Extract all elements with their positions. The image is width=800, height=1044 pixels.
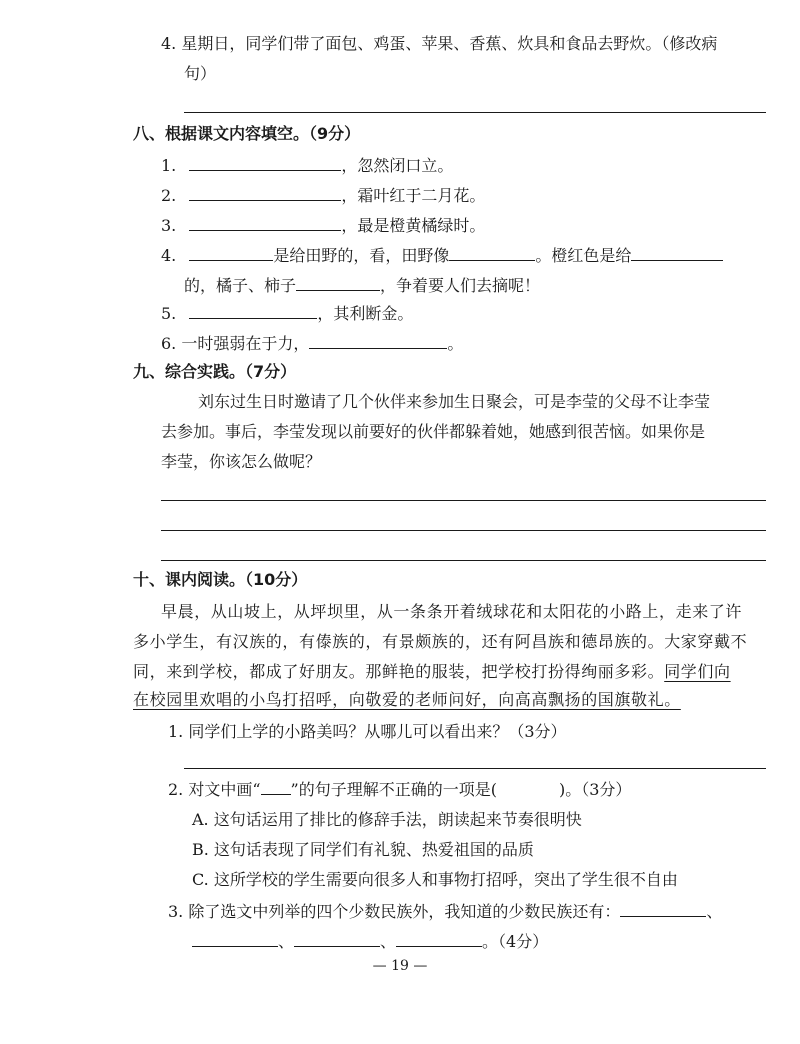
- section-title-9: 九、综合实践。（7分）: [133, 362, 297, 381]
- question-text: ，忽然闭口立。: [341, 156, 454, 175]
- reading-passage-line: 多小学生，有汉族的，有傣族的，有景颇族的，还有阿昌族和德昂族的。大家穿戴不: [133, 632, 748, 651]
- question-number: 4.: [161, 246, 177, 265]
- answer-line[interactable]: [161, 500, 766, 501]
- underline-sample: [261, 780, 291, 795]
- sec8-q2: [161, 184, 485, 206]
- page-number: — 19 —: [372, 958, 428, 974]
- question-text: 。橙红色是给: [535, 246, 632, 265]
- fill-blank[interactable]: [294, 930, 380, 947]
- separator: 、: [706, 902, 723, 921]
- fill-blank[interactable]: [189, 244, 273, 261]
- question-text: ，最是橙黄橘绿时。: [341, 216, 486, 235]
- fill-blank[interactable]: [620, 900, 706, 917]
- fill-blank[interactable]: [296, 274, 380, 291]
- passage-text: 同，来到学校，都成了好朋友。那鲜艳的服装，把学校打扮得绚丽多彩。: [133, 662, 665, 681]
- fill-blank[interactable]: [631, 244, 723, 261]
- sec9-paragraph-line: 刘东过生日时邀请了几个伙伴来参加生日聚会，可是李莹的父母不让李莹: [198, 392, 711, 411]
- fill-blank[interactable]: [189, 214, 341, 231]
- fill-blank[interactable]: [189, 184, 341, 201]
- fill-blank[interactable]: [189, 154, 341, 171]
- sec8-q1: [161, 154, 453, 176]
- question-text: 的，橘子、柿子: [184, 276, 297, 295]
- question-text: )。（3分）: [558, 780, 632, 799]
- fill-blank[interactable]: [309, 332, 447, 349]
- sec8-q5: [161, 302, 413, 324]
- option-b[interactable]: B. 这句话表现了同学们有礼貌、热爱祖国的品质: [192, 840, 534, 859]
- sec9-paragraph-line: 去参加。事后，李莹发现以前要好的伙伴都躲着她，她感到很苦恼。如果你是: [161, 422, 706, 441]
- answer-line[interactable]: [184, 768, 766, 769]
- question-number: 3.: [161, 216, 177, 235]
- answer-line[interactable]: [184, 112, 766, 113]
- separator: 、: [380, 932, 397, 951]
- reading-passage-line: 早晨，从山坡上，从坪坝里，从一条条开着绒球花和太阳花的小路上，走来了许: [161, 602, 743, 621]
- answer-line[interactable]: [161, 560, 766, 561]
- question-number: 2.: [161, 186, 177, 205]
- sec8-q4-line1: [161, 244, 723, 266]
- option-a[interactable]: A. 这句话运用了排比的修辞手法，朗读起来节奏很明快: [192, 810, 582, 829]
- question-text: ”的句子理解不正确的一项是(: [290, 780, 497, 799]
- question-text: ，争着要人们去摘呢！: [380, 276, 541, 295]
- fill-blank[interactable]: [396, 930, 482, 947]
- question-text: 。（4分）: [482, 932, 549, 951]
- reading-passage-line: [133, 662, 731, 682]
- sec10-q3-line2: [192, 930, 548, 952]
- section-title-8: 八、根据课文内容填空。（9分）: [133, 124, 361, 143]
- fill-blank[interactable]: [189, 302, 317, 319]
- sec8-q4-line2: [184, 274, 540, 296]
- sec8-q3: [161, 214, 485, 236]
- sec7-q4-line2: 句）: [184, 64, 217, 83]
- sec10-q1: 1. 同学们上学的小路美吗？从哪儿可以看出来？（3分）: [168, 722, 567, 741]
- sec7-q4-line1: 4. 星期日，同学们带了面包、鸡蛋、苹果、香蕉、炊具和食品去野炊。（修改病: [161, 34, 718, 53]
- fill-blank[interactable]: [449, 244, 535, 261]
- sec8-q6: [161, 332, 463, 354]
- question-text: ，其利断金。: [317, 304, 414, 323]
- question-text: 。: [447, 334, 464, 353]
- separator: 、: [278, 932, 295, 951]
- option-c[interactable]: C. 这所学校的学生需要向很多人和事物打招呼，突出了学生很不自由: [192, 870, 678, 889]
- fill-blank[interactable]: [192, 930, 278, 947]
- question-text: 是给田野的，看，田野像: [273, 246, 450, 265]
- question-text: ，霜叶红于二月花。: [341, 186, 486, 205]
- question-text: 3. 除了选文中列举的四个少数民族外，我知道的少数民族还有：: [168, 902, 621, 921]
- question-number: 1.: [161, 156, 177, 175]
- answer-line[interactable]: [161, 530, 766, 531]
- sec9-paragraph-line: 李莹，你该怎么做呢？: [161, 452, 322, 471]
- underlined-sentence: 同学们向: [664, 662, 731, 681]
- underlined-sentence: 在校园里欢唱的小鸟打招呼，向敬爱的老师问好，向高高飘扬的国旗敬礼。: [133, 690, 681, 709]
- question-text: 6. 一时强弱在于力，: [161, 334, 310, 353]
- question-number: 5.: [161, 304, 177, 323]
- section-title-10: 十、课内阅读。（10分）: [133, 570, 308, 589]
- question-text: 2. 对文中画“: [168, 780, 261, 799]
- sec10-q3-line1: [168, 900, 722, 922]
- sec10-q2: [168, 780, 631, 800]
